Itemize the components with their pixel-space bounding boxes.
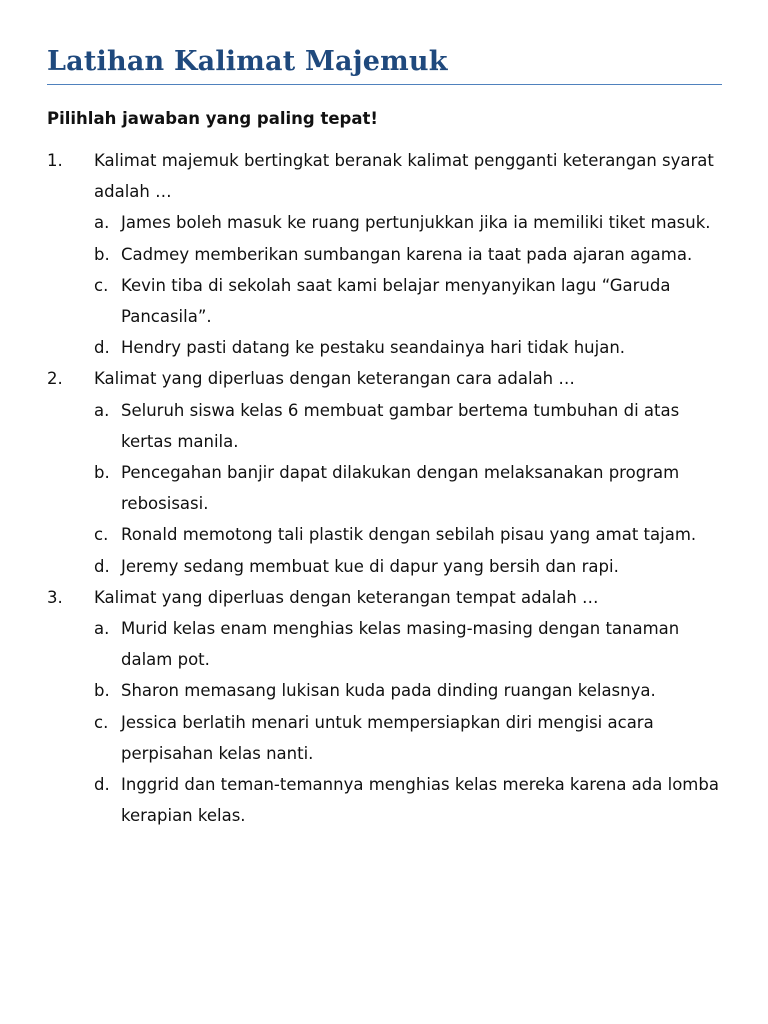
option-letter: d. bbox=[94, 556, 110, 576]
option-text: Inggrid dan teman-temannya menghias kelas mereka karena ada lomba kerapian kelas. bbox=[121, 775, 719, 826]
question-text: Kalimat majemuk bertingkat beranak kalimat pengganti keterangan syarat adalah … bbox=[94, 151, 714, 202]
option-letter: d. bbox=[94, 338, 110, 358]
answer-option bbox=[94, 551, 722, 582]
option-text: Jeremy sedang membuat kue di dapur yang bersih dan rapi. bbox=[121, 556, 619, 576]
option-letter: b. bbox=[94, 244, 110, 264]
answer-option bbox=[94, 675, 722, 706]
answer-option bbox=[94, 613, 722, 675]
question-number: 1. bbox=[47, 151, 63, 170]
question-list bbox=[47, 145, 722, 831]
question-item bbox=[47, 145, 722, 363]
option-letter: d. bbox=[94, 775, 110, 795]
option-letter: b. bbox=[94, 681, 110, 701]
option-letter: c. bbox=[94, 275, 109, 295]
option-text: James boleh masuk ke ruang pertunjukkan jika ia memiliki tiket masuk. bbox=[121, 213, 711, 233]
option-letter: a. bbox=[94, 213, 110, 233]
document-title: Latihan Kalimat Majemuk bbox=[47, 46, 448, 77]
option-list bbox=[94, 395, 722, 582]
option-text: Hendry pasti datang ke pestaku seandainya hari tidak hujan. bbox=[121, 338, 626, 358]
question-number: 2. bbox=[47, 369, 63, 389]
question-number: 3. bbox=[47, 587, 63, 607]
title-underline bbox=[47, 84, 722, 85]
answer-option bbox=[94, 519, 722, 550]
option-list bbox=[94, 613, 722, 831]
option-text: Sharon memasang lukisan kuda pada dinding ruangan kelasnya. bbox=[121, 681, 656, 701]
answer-option bbox=[94, 707, 722, 769]
answer-option bbox=[94, 769, 722, 831]
option-list bbox=[94, 207, 722, 363]
option-text: Cadmey memberikan sumbangan karena ia taat pada ajaran agama. bbox=[121, 244, 693, 264]
question-item bbox=[47, 582, 722, 832]
option-letter: c. bbox=[94, 525, 109, 545]
option-letter: b. bbox=[94, 463, 110, 483]
question-item bbox=[47, 363, 722, 581]
question-text: Kalimat yang diperluas dengan keterangan cara adalah … bbox=[94, 369, 575, 389]
answer-option bbox=[94, 395, 722, 457]
option-text: Ronald memotong tali plastik dengan sebilah pisau yang amat tajam. bbox=[121, 525, 697, 545]
option-text: Kevin tiba di sekolah saat kami belajar menyanyikan lagu “Garuda Pancasila”. bbox=[121, 275, 671, 327]
option-letter: a. bbox=[94, 619, 110, 639]
option-letter: c. bbox=[94, 712, 109, 732]
option-letter: a. bbox=[94, 400, 110, 420]
answer-option bbox=[94, 457, 722, 519]
answer-option bbox=[94, 332, 722, 363]
answer-option bbox=[94, 239, 722, 270]
answer-option bbox=[94, 207, 722, 238]
instruction-text: Pilihlah jawaban yang paling tepat! bbox=[47, 109, 378, 128]
option-text: Seluruh siswa kelas 6 membuat gambar bertema tumbuhan di atas kertas manila. bbox=[121, 400, 680, 451]
option-text: Pencegahan banjir dapat dilakukan dengan melaksanakan program rebosisasi. bbox=[121, 463, 680, 514]
question-text: Kalimat yang diperluas dengan keterangan tempat adalah … bbox=[94, 587, 599, 607]
option-text: Murid kelas enam menghias kelas masing-masing dengan tanaman dalam pot. bbox=[121, 619, 680, 670]
option-text: Jessica berlatih menari untuk mempersiapkan diri mengisi acara perpisahan kelas nanti. bbox=[121, 712, 654, 763]
answer-option bbox=[94, 270, 722, 332]
